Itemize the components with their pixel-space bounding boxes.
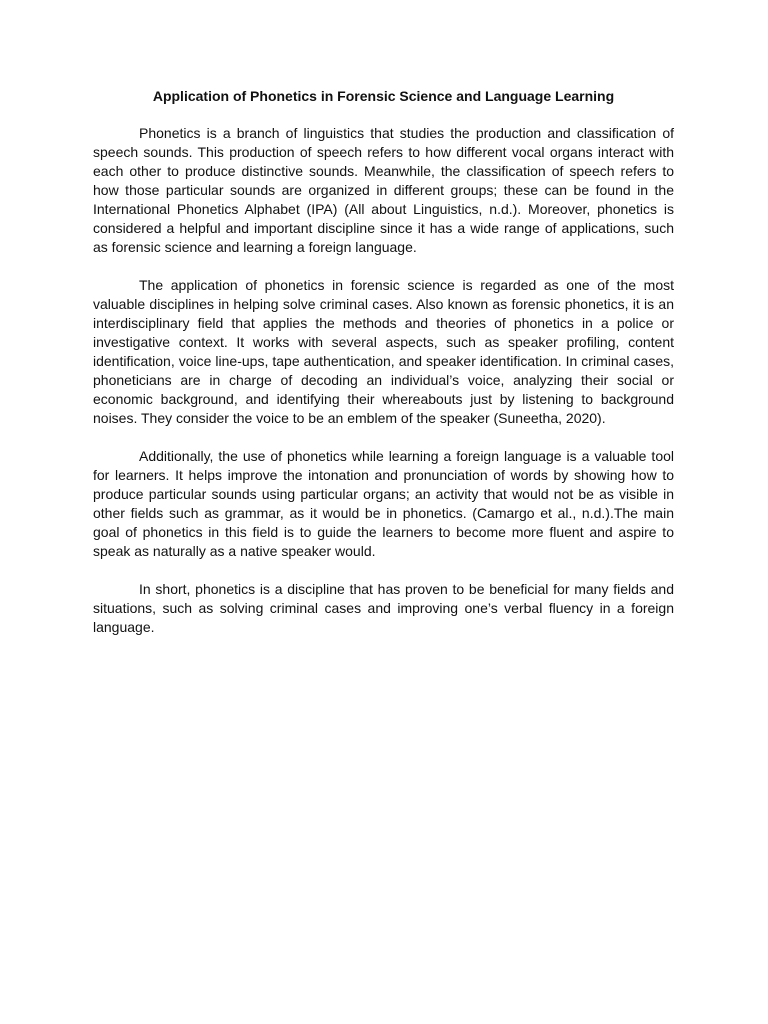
document-title: Application of Phonetics in Forensic Science and Language Learning [152, 88, 615, 104]
document-body [93, 124, 674, 656]
paragraph-language-learning: Additionally, the use of phonetics while learning a foreign language is a valuable tool for learners. It helps improve the intonation and pronunciation of words by showing how to produce particular sounds using particular organs; an activity that would not be as visible in other fields such as grammar, as it would be in phonetics. (Camargo et al., n.d.).The main goal of phonetics in this field is to guide the learners to become more fluent and aspire to speak as naturally as a native speaker would. [93, 448, 674, 559]
paragraph-forensic-science: The application of phonetics in forensic science is regarded as one of the most valuable disciplines in helping solve criminal cases. Also known as forensic phonetics, it is an interdisciplinary field that applies the methods and theories of phonetics in a police or investigative context. It works with several aspects, such as speaker profiling, content identification, voice line-ups, tape authentication, and speaker identification. In criminal cases, phoneticians are in charge of decoding an individual’s voice, analyzing their social or economic background, and identifying their whereabouts just by listening to background noises. They consider the voice to be an emblem of the speaker (Suneetha, 2020). [93, 277, 674, 426]
paragraph-introduction: Phonetics is a branch of linguistics that studies the production and classification of speech sounds. This production of speech refers to how different vocal organs interact with each other to produce distinctive sounds. Meanwhile, the classification of speech refers to how those particular sounds are organized in different groups; these can be found in the International Phonetics Alphabet (IPA) (All about Linguistics, n.d.). Moreover, phonetics is considered a helpful and important discipline since it has a wide range of applications, such as forensic science and learning a foreign language. [93, 125, 674, 255]
paragraph-conclusion: In short, phonetics is a discipline that has proven to be beneficial for many fields and situations, such as solving criminal cases and improving one’s verbal fluency in a foreign language. [93, 581, 674, 635]
